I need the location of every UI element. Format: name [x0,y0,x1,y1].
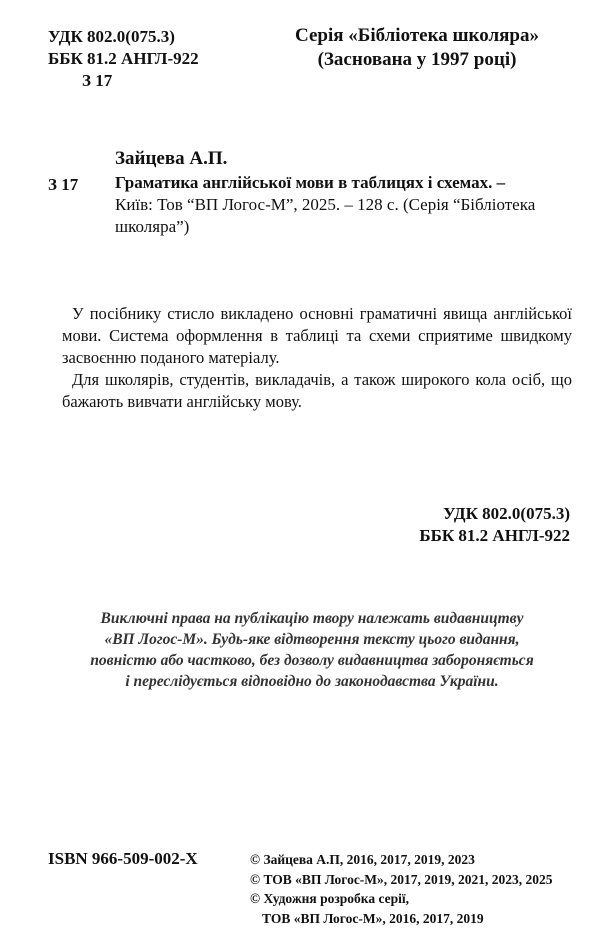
isbn: ISBN 966-509-002-X [48,849,198,868]
series-info [262,24,572,72]
imprint-line-1: Київ: Тов “ВП Логос-М”, 2025. – 128 с. (Серія “Бібліотека [115,195,536,214]
rights-line-1: Виключні права на публікацію твору належать видавництву [100,610,524,627]
udk-code-bottom: УДК 802.0(075.3) [443,504,570,523]
annotation [62,303,572,413]
rights-line-3: повністю або частково, без дозволу видавництва забороняється [90,652,534,669]
book-title: Граматика англійської мови в таблицях і схемах. – [115,173,506,192]
copyright-author: © Зайцева А.П, 2016, 2017, 2019, 2023 [250,852,475,867]
author-name: Зайцева А.П. [115,148,228,169]
bbk-code: ББК 81.2 АНГЛ-922 [48,49,199,68]
catalog-entry [115,145,570,238]
annotation-paragraph-1: У посібнику стисло викладено основні граматичні явища англійської мови. Система оформлення в таблиці та схеми сприятиме швидкому засвоєнню поданого матеріалу. [62,304,572,367]
imprint-line-2: школяра”) [115,217,190,236]
rights-notice [52,608,572,692]
copyright-series-publisher: ТОВ «ВП Логос-М», 2016, 2017, 2019 [262,910,484,926]
copyright-publisher: © ТОВ «ВП Логос-М», 2017, 2019, 2021, 2023, 2025 [250,871,553,887]
bbk-code-bottom: ББК 81.2 АНГЛ-922 [419,526,570,545]
catalog-index: З 17 [48,175,79,194]
series-founded: (Заснована у 1997 році) [317,49,517,70]
rights-line-2: «ВП Логос-М». Будь-яке відтворення тексту цього видання, [104,631,520,648]
classification-codes-top [48,26,199,92]
udk-code: УДК 802.0(075.3) [48,27,175,46]
annotation-paragraph-2: Для школярів, студентів, викладачів, а також широкого кола осіб, що бажають вивчати англійську мову. [62,370,572,411]
copyright-block [250,850,580,928]
rights-line-4: і переслідується відповідно до законодавства України. [125,673,499,690]
copyright-series-design: © Художня розробка серії, [250,891,410,906]
series-title: Серія «Бібліотека школяра» [295,25,539,46]
classification-codes-bottom [360,503,570,547]
author-index: З 17 [82,71,113,90]
